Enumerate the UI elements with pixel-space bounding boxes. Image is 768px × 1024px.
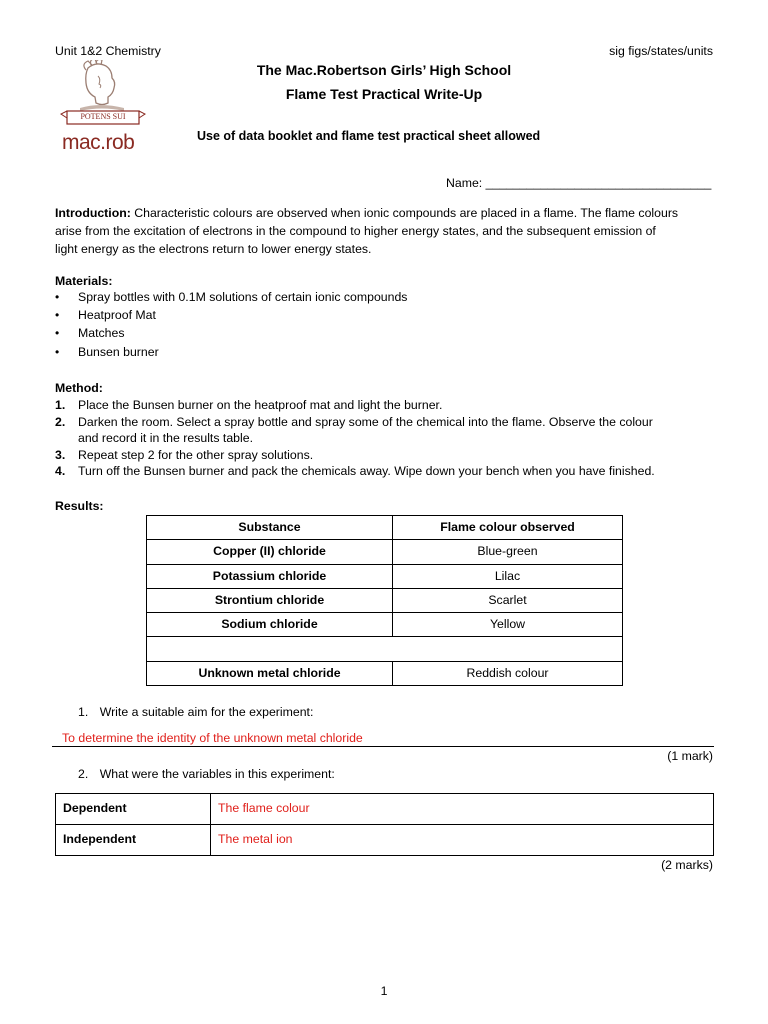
step-number: 1. <box>55 398 66 412</box>
step-text: Place the Bunsen burner on the heatproof mat and light the burner. <box>78 398 443 412</box>
method-step <box>55 463 715 480</box>
column-header-flame-colour: Flame colour observed <box>393 516 623 540</box>
introduction-line-3: light energy as the electrons return to lower energy states. <box>55 242 372 257</box>
introduction-label: Introduction: <box>55 206 131 220</box>
colour-cell: Lilac <box>393 564 623 588</box>
colour-cell: Scarlet <box>393 588 623 612</box>
introduction-line-2: arise from the excitation of electrons in the compound to higher energy states, and the subsequent emission of <box>55 224 656 239</box>
step-number: 3. <box>55 447 66 462</box>
method-steps <box>55 397 715 480</box>
header-right: sig figs/states/units <box>609 44 713 58</box>
table-row <box>56 794 714 825</box>
question-2 <box>78 767 335 782</box>
table-row <box>147 661 623 685</box>
table-row <box>147 588 623 612</box>
question-text: What were the variables in this experiment: <box>99 767 335 781</box>
table-row <box>147 613 623 637</box>
table-row <box>56 825 714 856</box>
name-blank: _________________________________ <box>485 176 712 190</box>
table-row <box>147 564 623 588</box>
substance-cell: Copper (II) chloride <box>147 540 393 564</box>
substance-cell: Sodium chloride <box>147 613 393 637</box>
step-number: 4. <box>55 464 66 479</box>
marks-q2: (2 marks) <box>661 858 713 872</box>
question-text: Write a suitable aim for the experiment: <box>99 705 314 719</box>
method-step <box>55 397 715 414</box>
colour-cell: Yellow <box>393 613 623 637</box>
colour-cell: Blue-green <box>393 540 623 564</box>
column-header-substance: Substance <box>147 516 393 540</box>
list-item: • Spray bottles with 0.1M solutions of certain ionic compounds <box>55 290 407 308</box>
method-step <box>55 414 715 447</box>
introduction-line-1: Characteristic colours are observed when ionic compounds are placed in a flame. The flame colours <box>130 206 679 220</box>
list-item: • Bunsen burner <box>55 345 407 363</box>
variable-answer: The flame colour <box>211 794 714 825</box>
marks-q1: (1 mark) <box>667 749 713 763</box>
results-table <box>146 515 623 686</box>
school-title: The Mac.Robertson Girls’ High School <box>256 62 512 78</box>
header-left: Unit 1&2 Chemistry <box>55 44 161 58</box>
name-field <box>446 176 711 191</box>
question-1 <box>78 705 313 720</box>
question-number: 2. <box>78 767 89 781</box>
step-text: Repeat step 2 for the other spray solutions. <box>78 447 314 462</box>
substance-cell: Strontium chloride <box>147 588 393 612</box>
empty-cell <box>147 637 623 661</box>
question-number: 1. <box>78 705 89 719</box>
table-row-empty <box>147 637 623 661</box>
colour-cell: Reddish colour <box>393 661 623 685</box>
aim-answer: To determine the identity of the unknown metal chloride <box>62 731 363 745</box>
table-row <box>147 540 623 564</box>
materials-heading: Materials: <box>55 274 113 288</box>
step-number: 2. <box>55 414 66 429</box>
name-label: Name: <box>446 176 483 190</box>
variables-table <box>55 793 714 856</box>
variable-answer: The metal ion <box>211 825 714 856</box>
materials-list <box>55 290 407 363</box>
logo-motto: POTENS SUI <box>80 112 126 121</box>
allowance-note: Use of data booklet and flame test practical sheet allowed <box>197 129 541 143</box>
step-text-continued: and record it in the results table. <box>78 431 253 446</box>
variable-label: Dependent <box>56 794 211 825</box>
substance-cell: Potassium chloride <box>147 564 393 588</box>
step-text: Darken the room. Select a spray bottle and spray some of the chemical into the flame. Observe the colour <box>78 414 653 429</box>
page-title: Flame Test Practical Write-Up <box>285 86 483 102</box>
method-heading: Method: <box>55 381 103 395</box>
results-heading: Results: <box>55 499 104 513</box>
step-text: Turn off the Bunsen burner and pack the chemicals away. Wipe down your bench when you have finished. <box>78 464 655 479</box>
list-item: • Heatproof Mat <box>55 308 407 326</box>
answer-line <box>52 746 714 747</box>
list-item: • Matches <box>55 326 407 344</box>
method-step <box>55 447 715 464</box>
substance-cell: Unknown metal chloride <box>147 661 393 685</box>
variable-label: Independent <box>56 825 211 856</box>
page-number: 1 <box>380 984 388 998</box>
logo-brand: mac.rob <box>62 131 135 154</box>
introduction <box>55 204 720 259</box>
table-header-row <box>147 516 623 540</box>
